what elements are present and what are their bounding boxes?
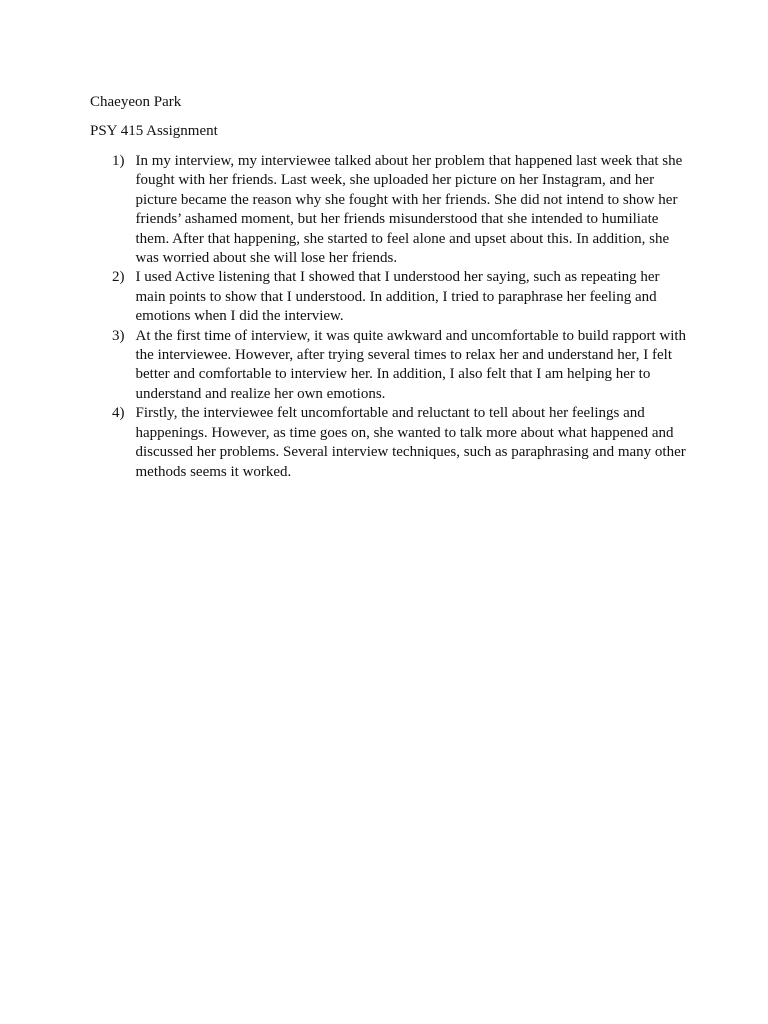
answer-item: [112, 327, 692, 405]
answer-text: I used Active listening that I showed that I understood her saying, such as repeating her main points to show that I understood. In addition, I tried to paraphrase her feeling and emotions when I did the interview.: [135, 269, 660, 325]
answer-list: [112, 152, 692, 482]
assignment-title: PSY 415 Assignment: [90, 123, 218, 139]
answer-number: 2): [112, 269, 125, 286]
answer-text: Firstly, the interviewee felt uncomfortable and reluctant to tell about her feelings and happenings. However, as time goes on, she wanted to talk more about what happened and discussed her problems. Several interview techniques, such as paraphrasing and many other methods seems it worked.: [135, 405, 686, 480]
author-name: Chaeyeon Park: [90, 94, 182, 110]
answer-item: [112, 268, 692, 326]
answer-number: 3): [112, 327, 125, 344]
answer-item: [112, 152, 692, 268]
answer-item: [112, 404, 692, 482]
answer-text: At the first time of interview, it was quite awkward and uncomfortable to build rapport with the interviewee. However, after trying several times to relax her and understand her, I felt better and comfortable to interview her. In addition, I also felt that I am helping her to understand and realize her own emotions.: [135, 327, 687, 402]
answer-number: 4): [112, 405, 125, 422]
answer-text: In my interview, my interviewee talked about her problem that happened last week that she fought with her friends. Last week, she uploaded her picture on her Instagram, and her picture became the reason why she fought with her friends. She did not intend to show her friends’ ashamed moment, but her friends misunderstood that she intended to humiliate them. After that happening, she started to feel alone and upset about this. In addition, she was worried about she will lose her friends.: [135, 153, 683, 267]
answer-number: 1): [112, 153, 125, 169]
